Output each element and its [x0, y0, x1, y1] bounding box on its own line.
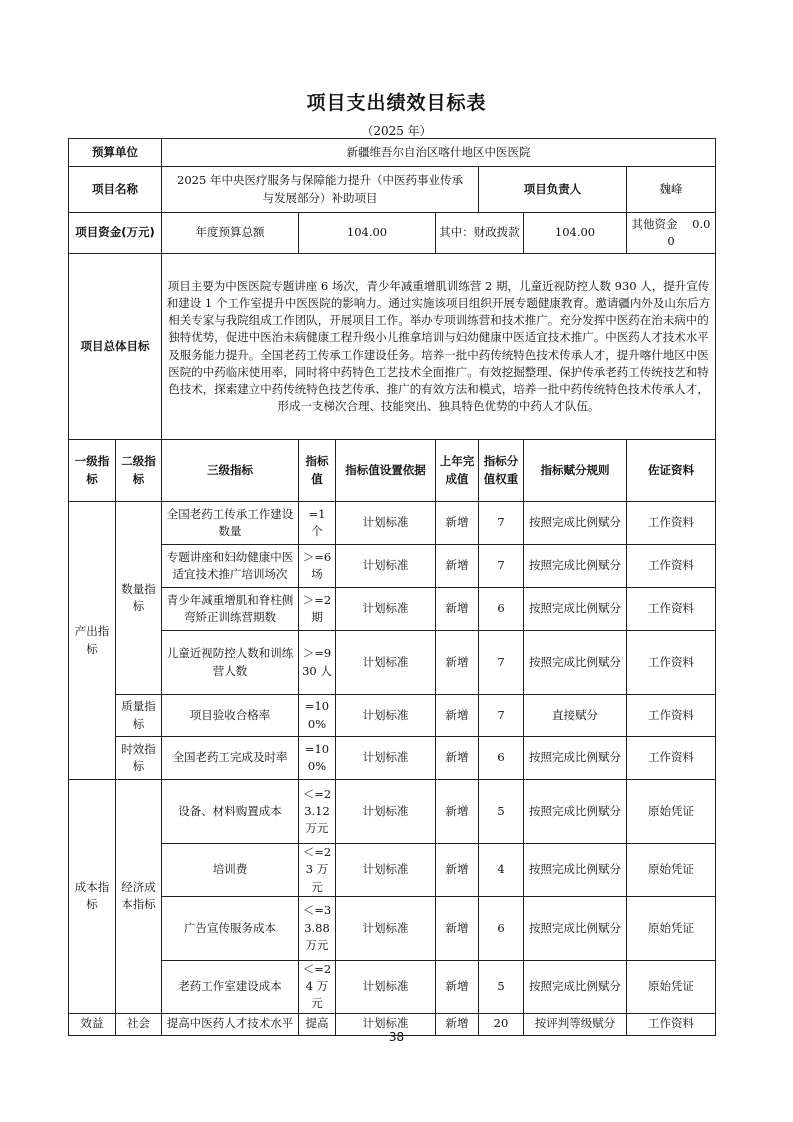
row-basis: 计划标准 — [336, 737, 436, 780]
page-number: 38 — [388, 1030, 405, 1044]
project-name-label: 项目名称 — [69, 167, 162, 213]
col-header-level1: 一级指标 — [69, 440, 116, 502]
unit-row — [69, 139, 716, 167]
row-rule: 按评判等级赋分 — [524, 1013, 627, 1035]
table-row — [69, 588, 716, 631]
row-evidence: 工作资料 — [627, 737, 716, 780]
row-weight: 7 — [479, 695, 524, 737]
row-indicator-name: 专题讲座和妇幼健康中医适宜技术推广培训场次 — [162, 545, 299, 588]
group-output: 产出指标 — [69, 502, 116, 780]
row-evidence: 工作资料 — [627, 502, 716, 545]
row-evidence: 工作资料 — [627, 631, 716, 695]
group-timeliness: 时效指标 — [116, 737, 162, 780]
column-header-row — [69, 440, 716, 502]
project-owner-label: 项目负责人 — [479, 167, 627, 213]
row-rule: 按照完成比例赋分 — [524, 545, 627, 588]
row-weight: 20 — [479, 1013, 524, 1035]
row-rule: 按照完成比例赋分 — [524, 502, 627, 545]
row-rule: 直接赋分 — [524, 695, 627, 737]
row-prev: 新增 — [436, 896, 479, 960]
col-header-basis: 指标值设置依据 — [336, 440, 436, 502]
row-evidence: 工作资料 — [627, 545, 716, 588]
row-indicator-value: ＞=2 期 — [299, 588, 336, 631]
row-rule: 按照完成比例赋分 — [524, 844, 627, 897]
row-basis: 计划标准 — [336, 896, 436, 960]
goal-label: 项目总体目标 — [69, 254, 162, 440]
goal-row — [69, 254, 716, 440]
row-indicator-value: =100% — [299, 695, 336, 737]
row-weight: 6 — [479, 896, 524, 960]
row-indicator-name: 设备、材料购置成本 — [162, 780, 299, 844]
row-prev: 新增 — [436, 545, 479, 588]
table-row — [69, 545, 716, 588]
row-rule: 按照完成比例赋分 — [524, 631, 627, 695]
col-header-value: 指标值 — [299, 440, 336, 502]
other-fund-value — [627, 213, 716, 254]
row-weight: 5 — [479, 960, 524, 1013]
project-name-row — [69, 167, 716, 213]
row-evidence: 原始凭证 — [627, 960, 716, 1013]
row-indicator-name: 全国老药工完成及时率 — [162, 737, 299, 780]
row-basis: 计划标准 — [336, 960, 436, 1013]
year-label: （2025 年） — [361, 124, 432, 138]
row-basis: 计划标准 — [336, 588, 436, 631]
row-indicator-value: 提高 — [299, 1013, 336, 1035]
row-evidence: 原始凭证 — [627, 780, 716, 844]
row-weight: 5 — [479, 780, 524, 844]
fund-label: 项目资金(万元) — [69, 213, 162, 254]
row-basis: 计划标准 — [336, 844, 436, 897]
col-header-prev: 上年完成值 — [436, 440, 479, 502]
group-social: 社会 — [116, 1013, 162, 1035]
row-prev: 新增 — [436, 695, 479, 737]
group-quantity: 数量指标 — [116, 502, 162, 695]
row-prev: 新增 — [436, 780, 479, 844]
group-economic-cost: 经济成本指标 — [116, 780, 162, 1014]
unit-value: 新疆维吾尔自治区喀什地区中医医院 — [162, 139, 716, 167]
row-evidence: 原始凭证 — [627, 844, 716, 897]
row-evidence: 工作资料 — [627, 588, 716, 631]
row-prev: 新增 — [436, 631, 479, 695]
unit-label: 预算单位 — [69, 139, 162, 167]
table-row — [69, 960, 716, 1013]
row-basis: 计划标准 — [336, 545, 436, 588]
row-indicator-name: 儿童近视防控人数和训练营人数 — [162, 631, 299, 695]
performance-target-table — [68, 138, 716, 1036]
row-indicator-value: ＜=23.12 万元 — [299, 780, 336, 844]
row-rule: 按照完成比例赋分 — [524, 896, 627, 960]
group-benefit: 效益 — [69, 1013, 116, 1035]
row-weight: 6 — [479, 737, 524, 780]
annual-budget-label: 年度预算总额 — [162, 213, 299, 254]
row-evidence: 工作资料 — [627, 695, 716, 737]
table-row — [69, 780, 716, 844]
table-row — [69, 844, 716, 897]
row-indicator-value: ＜=23 万元 — [299, 844, 336, 897]
row-basis: 计划标准 — [336, 502, 436, 545]
row-indicator-name: 广告宣传服务成本 — [162, 896, 299, 960]
fiscal-value: 104.00 — [524, 213, 627, 254]
group-quality: 质量指标 — [116, 695, 162, 737]
col-header-rule: 指标赋分规则 — [524, 440, 627, 502]
row-prev: 新增 — [436, 502, 479, 545]
table-row — [69, 695, 716, 737]
table-row — [69, 896, 716, 960]
row-evidence: 原始凭证 — [627, 896, 716, 960]
row-indicator-value: ＜=33.88 万元 — [299, 896, 336, 960]
row-basis: 计划标准 — [336, 631, 436, 695]
annual-budget-value: 104.00 — [299, 213, 436, 254]
row-prev: 新增 — [436, 588, 479, 631]
table-row — [69, 631, 716, 695]
row-rule: 按照完成比例赋分 — [524, 737, 627, 780]
row-indicator-value: ＞=6 场 — [299, 545, 336, 588]
row-indicator-name: 项目验收合格率 — [162, 695, 299, 737]
col-header-evidence: 佐证资料 — [627, 440, 716, 502]
row-prev: 新增 — [436, 844, 479, 897]
goal-text: 项目主要为中医医院专题讲座 6 场次，青少年减重增肌训练营 2 期，儿童近视防控人数 930 人，提升宣传和建设 1 个工作室提升中医医院的影响力。通过实施该项目组织开展专题健康教育。邀请疆内外及山东后方相关专家与我院组成工作团队，开展项目工作。举办专项训练营和技术推广。充分发挥中医药在治未病中的独特优势，促进中医治未病健康工程升级小儿推拿培训与妇幼健康中医适宜技术推广。中医药人才技术水平及服务能力提升。全国老药工传承工作建设任务。培养一批中药传统特色技术传承人才，提升喀什地区中医医院的中药临床使用率，同时将中药特色工艺技术全面推广。有效挖掘整理、保护传承老药工传统技艺和特色技术，探索建立中药传统特色技艺传承、推广的有效方法和模式，培养一批中药传统特色技术传承人才，形成一支梯次合理、技能突出、独具特色优势的中药人才队伍。 — [162, 254, 716, 440]
row-prev: 新增 — [436, 1013, 479, 1035]
row-weight: 7 — [479, 545, 524, 588]
row-indicator-value: ＞=930 人 — [299, 631, 336, 695]
row-indicator-name: 提高中医药人才技术水平 — [162, 1013, 299, 1035]
col-header-weight: 指标分值权重 — [479, 440, 524, 502]
page-title: 项目支出绩效目标表 — [306, 92, 487, 114]
row-indicator-value: =100% — [299, 737, 336, 780]
row-basis: 计划标准 — [336, 780, 436, 844]
table-row — [69, 502, 716, 545]
project-owner-value: 魏峰 — [627, 167, 716, 213]
row-weight: 7 — [479, 502, 524, 545]
other-fund-amount: 0.00 — [667, 216, 711, 248]
row-weight: 4 — [479, 844, 524, 897]
row-indicator-name: 老药工作室建设成本 — [162, 960, 299, 1013]
row-weight: 6 — [479, 588, 524, 631]
row-weight: 7 — [479, 631, 524, 695]
table-row — [69, 737, 716, 780]
row-indicator-name: 青少年减重增肌和脊柱侧弯矫正训练营期数 — [162, 588, 299, 631]
row-basis: 计划标准 — [336, 1013, 436, 1035]
fund-row — [69, 213, 716, 254]
col-header-level3: 三级指标 — [162, 440, 299, 502]
project-name-value: 2025 年中央医疗服务与保障能力提升（中医药事业传承与发展部分）补助项目 — [162, 167, 479, 213]
row-evidence: 工作资料 — [627, 1013, 716, 1035]
row-rule: 按照完成比例赋分 — [524, 780, 627, 844]
row-indicator-name: 培训费 — [162, 844, 299, 897]
row-indicator-name: 全国老药工传承工作建设数量 — [162, 502, 299, 545]
row-basis: 计划标准 — [336, 695, 436, 737]
group-cost: 成本指标 — [69, 780, 116, 1014]
other-fund-label: 其他资金 — [631, 216, 678, 231]
row-prev: 新增 — [436, 960, 479, 1013]
row-indicator-value: ＜=24 万元 — [299, 960, 336, 1013]
row-indicator-value: =1 个 — [299, 502, 336, 545]
row-rule: 按照完成比例赋分 — [524, 588, 627, 631]
row-prev: 新增 — [436, 737, 479, 780]
col-header-level2: 二级指标 — [116, 440, 162, 502]
fiscal-label: 其中：财政拨款 — [436, 213, 524, 254]
row-rule: 按照完成比例赋分 — [524, 960, 627, 1013]
